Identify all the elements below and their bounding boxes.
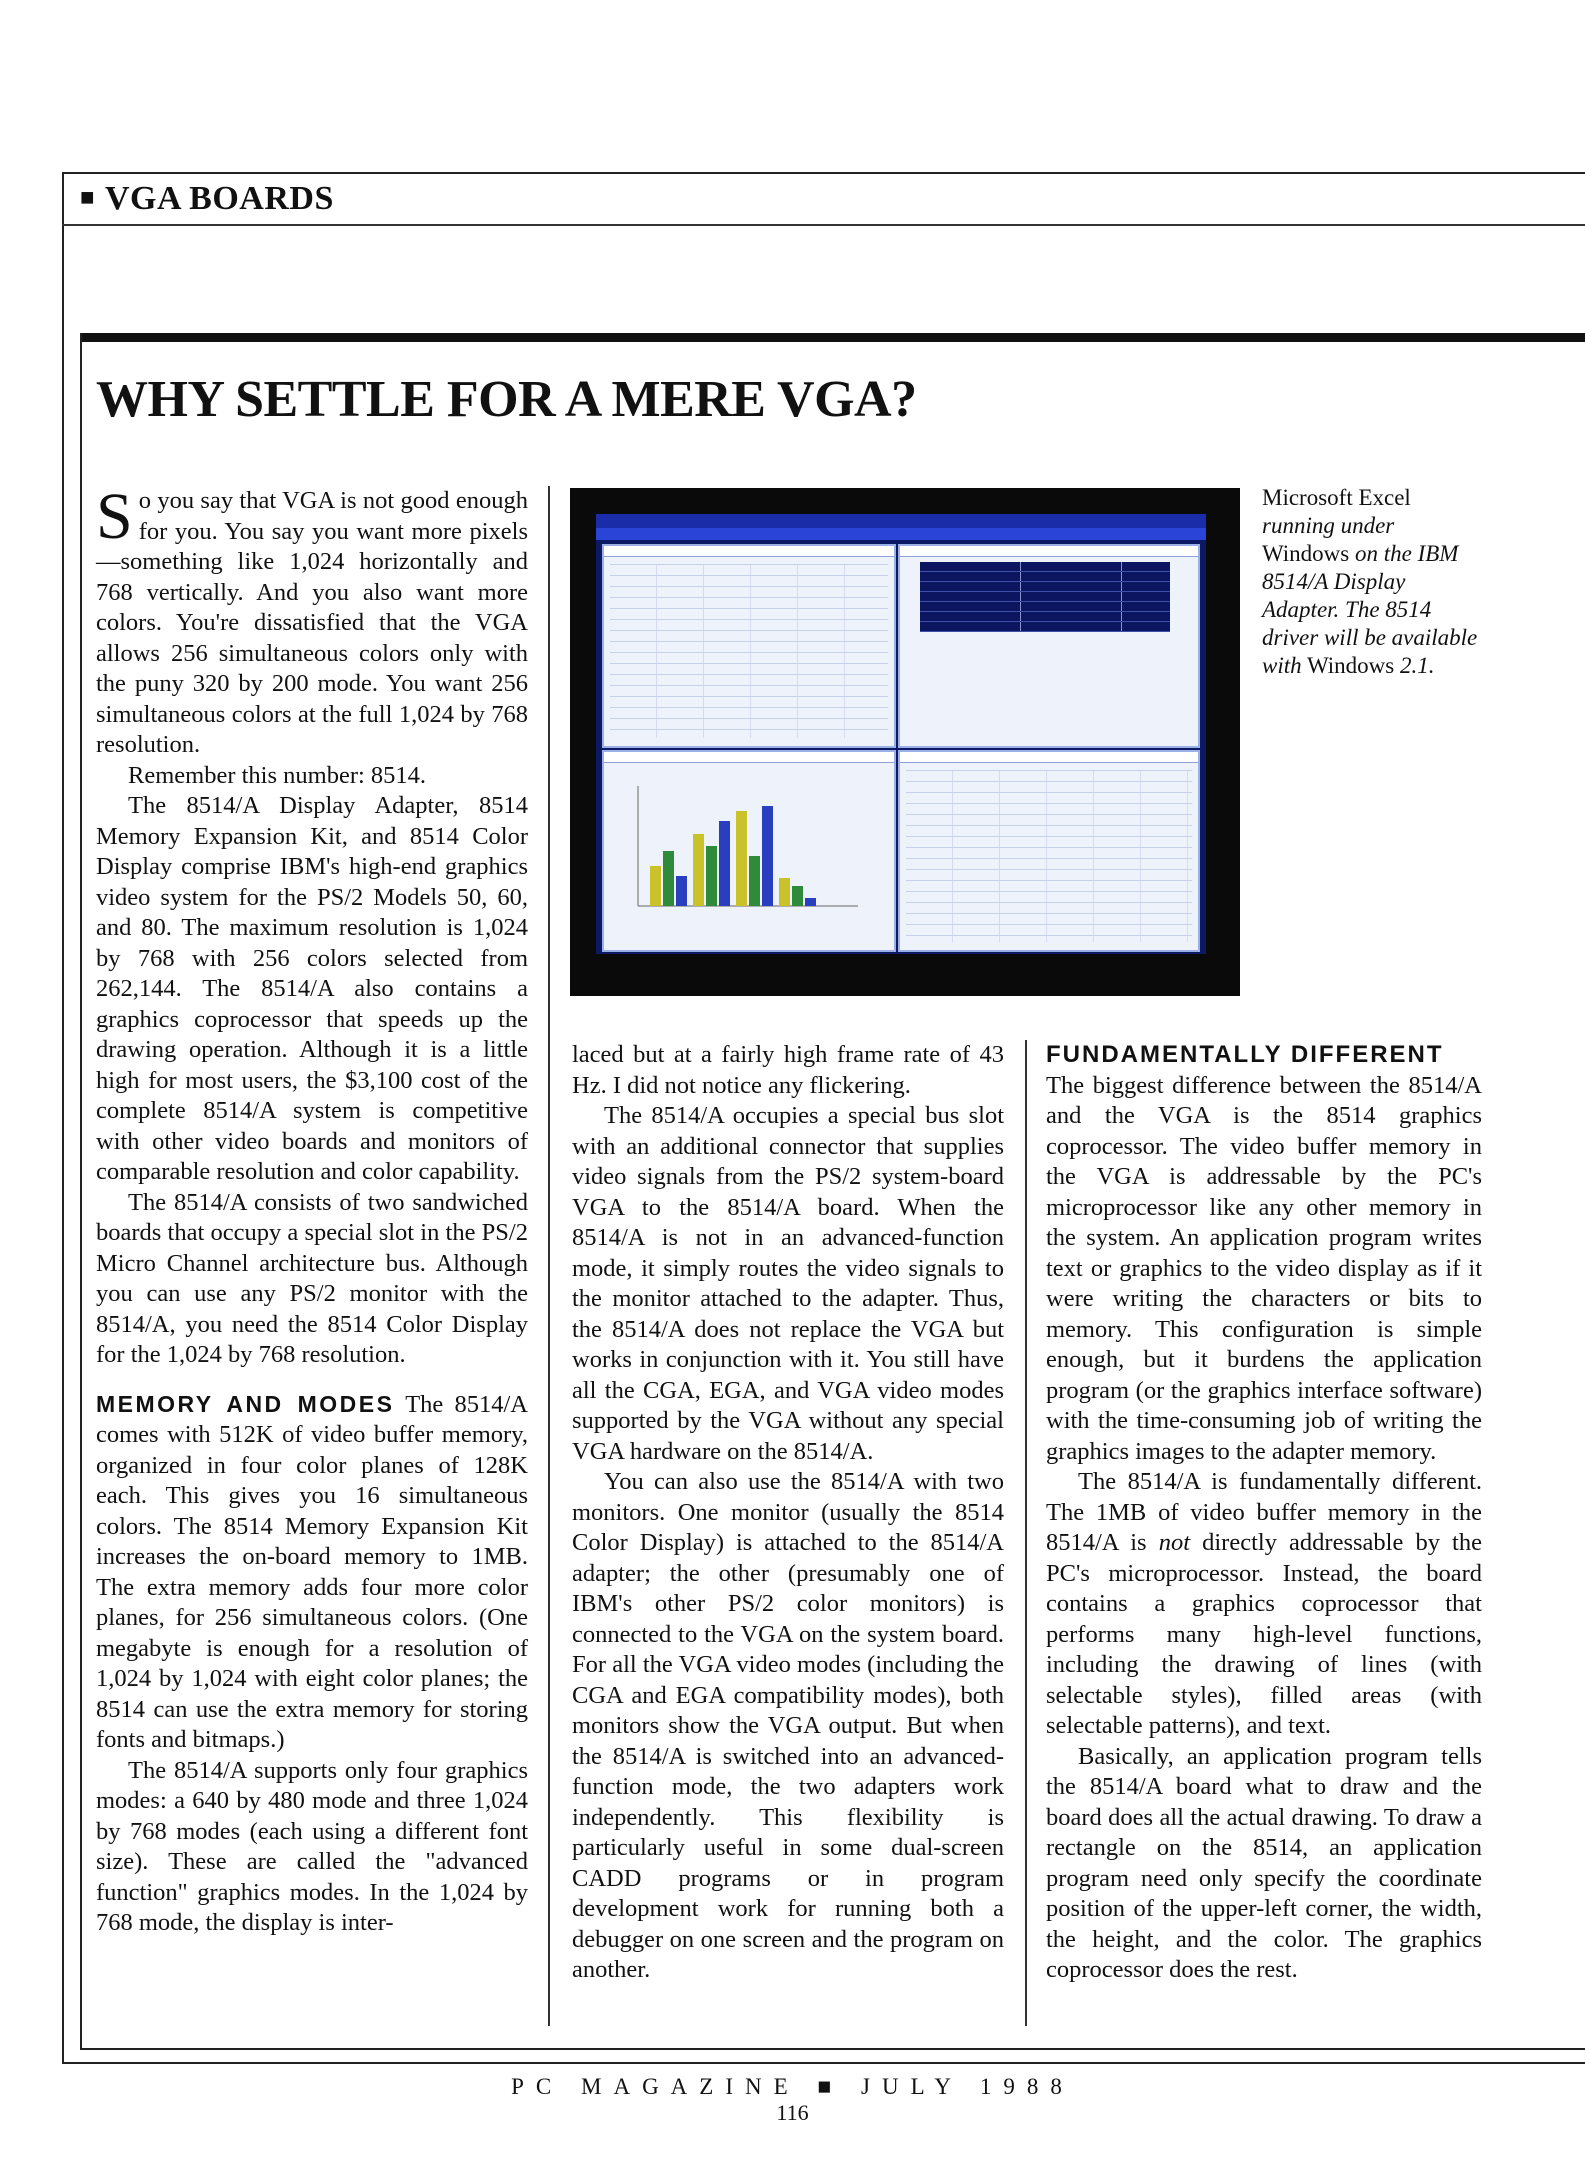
- paragraph: [1046, 1467, 1482, 1742]
- section-label: [80, 180, 334, 218]
- figure-excel-screenshot: [570, 488, 1240, 996]
- paragraph: The 8514/A Display Adapter, 8514 Memory Expansion Kit, and 8514 Color Display comprise IBM's high-end graphics video system for the PS/2 Models 50, 60, and 80. The maximum resolution is 1,024 by 768 with 256 colors selected from 262,144. The 8514/A also contains a graphics coprocessor that speeds up the drawing operation. Although it is a little high for most users, the $3,100 cost of the complete 8514/A system is competitive with other video boards and monitors of comparable resolution and color capability.: [96, 792, 528, 1185]
- paragraph: [96, 480, 528, 761]
- paragraph-text: The 8514/A comes with 512K of video buffer memory, organized in four color planes of 128K each. This gives you 16 simultaneous colors. The 8514 Memory Expansion Kit increases the on-board memory to 1MB. The extra memory adds four more color planes, for 256 simultaneous colors. (One megabyte is enough for a resolution of 1,024 by 1,024 with eight color planes; the 8514 can use the extra memory for storing fonts and bitmaps.): [96, 1390, 528, 1753]
- spreadsheet-window: [898, 544, 1200, 748]
- paragraph: Basically, an application program tells the 8514/A board what to draw and the board does all the actual drawing. To draw a rectangle on the 8514, an application program need only specify the coordinate position of the upper-left corner, the width, the height, and the color. The graphics coprocessor does the rest.: [1046, 1742, 1482, 1983]
- subhead-memory-and-modes: MEMORY AND MODES: [96, 1390, 395, 1417]
- header-bottom-rule: [62, 224, 1585, 226]
- column-divider: [1025, 1040, 1027, 2026]
- chart-bar: [693, 834, 704, 906]
- chart-bar: [749, 856, 760, 906]
- spreadsheet-grid: [906, 770, 1192, 942]
- chart-bar: [792, 886, 803, 906]
- caption-text: Windows: [1262, 541, 1350, 566]
- window-title: [900, 546, 1198, 557]
- paragraph: The 8514/A occupies a special bus slot with an additional connector that supplies video signals from the PS/2 system-board VGA to the 8514/A board. When the 8514/A is not in an advanced-function mode, it simply routes the video signals to the monitor attached to the adapter. Thus, the 8514/A does not replace the VGA but works in conjunction with it. You still have all the CGA, EGA, and VGA video modes supported by the VGA without any special VGA hardware on the 8514/A.: [572, 1102, 1004, 1465]
- header-top-rule: [62, 172, 1585, 174]
- paragraph-text: directly addressable by the PC's microprocessor. Instead, the board contains a graphics coprocessor that performs many high-level functions, including the drawing of lines (with selectable styles), filled areas (with selectable patterns), and text.: [1046, 1529, 1482, 1739]
- paragraph: [96, 1389, 528, 1756]
- window-title: [900, 752, 1198, 763]
- bar-chart: [608, 766, 888, 944]
- section-gap: [96, 1371, 528, 1389]
- chart-bar: [719, 821, 730, 906]
- subhead-fundamentally-different: FUNDAMENTALLY DIFFERENT: [1046, 1041, 1444, 1068]
- caption-text: Microsoft Excel: [1262, 485, 1411, 510]
- article-headline: WHY SETTLE FOR A MERE VGA?: [96, 371, 917, 428]
- page-number: 116: [776, 2100, 809, 2125]
- figure-caption: [1262, 484, 1482, 680]
- column-divider: [548, 486, 550, 2026]
- paragraph: Remember this number: 8514.: [128, 761, 427, 789]
- chart-bar: [663, 851, 674, 906]
- chart-bar: [650, 866, 661, 906]
- page-frame-bottom-rule: [62, 2062, 1585, 2064]
- paragraph: The 8514/A supports only four graphics modes: a 640 by 480 mode and three 1,024 by 768 modes (each using a different font size). These are called the "advanced function" graphics modes. In the 1,024 by 768 mode, the display is inter-: [96, 1756, 528, 1936]
- chart-bar: [762, 806, 773, 906]
- chart-bar: [805, 898, 816, 906]
- spreadsheet-window: [602, 544, 896, 748]
- article-column-2: [572, 1040, 1004, 1986]
- paragraph: The biggest difference between the 8514/A and the VGA is the 8514 graphics coprocessor. The video buffer memory in the VGA is addressable by the PC's microprocessor like any other memory in the system. An application program writes text or graphics to the video display as if it were writing the characters or bits to memory. This configuration is simple enough, but it burdens the application program (or the graphics interface software) with the time-consuming job of writing the graphics images to the adapter memory.: [1046, 1071, 1482, 1465]
- footer-magazine-issue: PC MAGAZINE ■ JULY 1988: [511, 2074, 1074, 2099]
- chart-bar: [706, 846, 717, 906]
- window-titlebar: [596, 514, 1206, 528]
- dark-table: [920, 562, 1170, 632]
- paragraph-text: The 8514/A is fundamentally different. The 1MB of video buffer memory in the 8514/A is: [1046, 1468, 1482, 1556]
- article-column-3: [1046, 1040, 1482, 1986]
- spreadsheet-window: [898, 750, 1200, 952]
- window-title: [604, 546, 894, 557]
- chart-bar: [736, 811, 747, 906]
- caption-text: running under: [1262, 513, 1395, 538]
- menu-bar: [596, 528, 1206, 540]
- chart-bar: [676, 876, 687, 906]
- section-label-text: VGA BOARDS: [105, 180, 334, 217]
- caption-text: Windows: [1306, 653, 1395, 678]
- chart-bar: [779, 878, 790, 906]
- window-title: [604, 752, 894, 763]
- monitor-screen: [596, 514, 1206, 954]
- caption-text: on the IBM 8514/A Display Adapter. The 8514 driver will be available with: [1262, 541, 1478, 678]
- drop-cap: S: [96, 480, 133, 553]
- paragraph: The 8514/A consists of two sandwiched boards that occupy a special slot in the PS/2 Micro Channel architecture bus. Although you can use any PS/2 monitor with the 8514/A, you need the 8514 Color Display for the 1,024 by 768 resolution.: [96, 1188, 528, 1368]
- paragraph: laced but at a fairly high frame rate of 43 Hz. I did not notice any flickering.: [572, 1041, 1004, 1099]
- article-frame-left-rule: [80, 333, 82, 2050]
- paragraph: You can also use the 8514/A with two monitors. One monitor (usually the 8514 Color Display) is attached to the 8514/A adapter; the other (presumably one of IBM's other PS/2 color monitors) is connected to the VGA on the system board. For all the VGA video modes (including the CGA and EGA compatibility modes), both monitors show the VGA output. But when the 8514/A is switched into an advanced-function mode, the two adapters work independently. This flexibility is particularly useful in some dual-screen CADD programs or in program development work for running both a debugger on one screen and the program on another.: [572, 1468, 1004, 1983]
- caption-text: 2.1.: [1399, 653, 1435, 678]
- chart-background: [608, 766, 888, 944]
- article-top-rule: [80, 333, 1585, 342]
- chart-window: [602, 750, 896, 952]
- page-frame-left-rule: [62, 172, 64, 2062]
- paragraph-text: o you say that VGA is not good enough for you. You say you want more pixels—something like 1,024 horizontally and 768 vertically. And you also want more colors. You're dissatisfied that the VGA allows 256 simultaneous colors only with the puny 320 by 200 mode. You want 256 simultaneous colors at the full 1,024 by 768 resolution.: [96, 487, 528, 758]
- emphasis: not: [1158, 1529, 1191, 1556]
- article-column-1: [96, 480, 528, 1939]
- article-frame-bottom-rule: [80, 2048, 1585, 2050]
- spreadsheet-grid: [610, 564, 888, 738]
- section-bullet-icon: ■: [80, 185, 95, 211]
